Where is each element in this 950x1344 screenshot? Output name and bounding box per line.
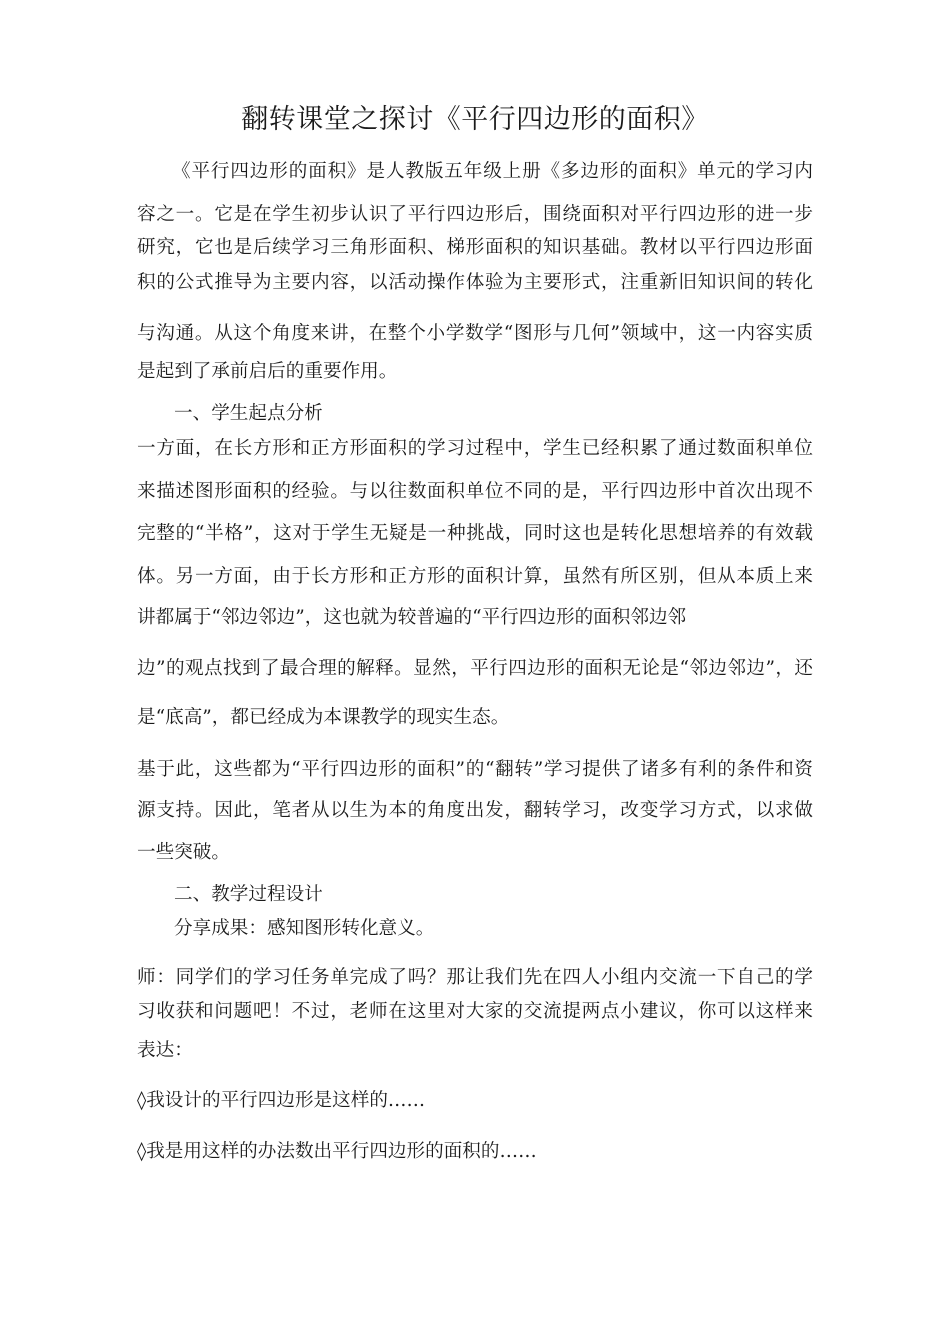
document-title: 翻转课堂之探讨《平行四边形的面积》	[241, 104, 709, 135]
section1-line-4: 体。另一方面，由于长方形和正方形的面积计算，虽然有所区别，但从本质上来	[137, 566, 813, 587]
section-heading-2: 二、教学过程设计	[174, 884, 323, 905]
section1-line-3: 完整的“半格”，这对于学生无疑是一种挑战，同时这也是转化思想培养的有效载	[137, 523, 813, 544]
section2-subheading: 分享成果：感知图形转化意义。	[174, 918, 435, 939]
section1-line-5: 讲都属于“邻边邻边”，这也就为较普遍的“平行四边形的面积邻边邻	[137, 607, 687, 628]
intro-line-5: 与沟通。从这个角度来讲，在整个小学数学“图形与几何”领域中，这一内容实质	[137, 323, 813, 344]
section1-line-7: 是“底高”，都已经成为本课教学的现实生态。	[137, 707, 510, 728]
intro-line-3: 研究，它也是后续学习三角形面积、梯形面积的知识基础。教材以平行四边形面	[137, 237, 813, 258]
section1-line-8: 基于此，这些都为“平行四边形的面积”的“翻转”学习提供了诸多有利的条件和资	[137, 759, 813, 780]
intro-line-1: 《平行四边形的面积》是人教版五年级上册《多边形的面积》单元的学习内	[172, 161, 813, 182]
section1-line-2: 来描述图形面积的经验。与以往数面积单位不同的是，平行四边形中首次出现不	[137, 481, 813, 502]
section1-line-9: 源支持。因此，笔者从以生为本的角度出发，翻转学习，改变学习方式，以求做	[137, 800, 813, 821]
section1-line-6: 边”的观点找到了最合理的解释。显然，平行四边形的面积无论是“邻边邻边”，还	[137, 658, 813, 679]
section2-line-3: 表达：	[137, 1040, 193, 1061]
section-heading-1: 一、学生起点分析	[174, 403, 323, 424]
bullet-item-1: ◊我设计的平行四边形是这样的……	[137, 1090, 426, 1111]
bullet-item-2: ◊我是用这样的办法数出平行四边形的面积的……	[137, 1141, 537, 1162]
section2-line-1: 师：同学们的学习任务单完成了吗？那让我们先在四人小组内交流一下自己的学	[137, 967, 813, 988]
section2-line-2: 习收获和问题吧！不过，老师在这里对大家的交流提两点小建议，你可以这样来	[137, 1001, 813, 1022]
section1-line-10: 一些突破。	[137, 842, 230, 863]
intro-line-2: 容之一。它是在学生初步认识了平行四边形后，围绕面积对平行四边形的进一步	[137, 204, 813, 225]
intro-line-6: 是起到了承前启后的重要作用。	[137, 361, 398, 382]
section1-line-1: 一方面，在长方形和正方形面积的学习过程中，学生已经积累了通过数面积单位	[137, 438, 813, 459]
intro-line-4: 积的公式推导为主要内容，以活动操作体验为主要形式，注重新旧知识间的转化	[137, 272, 813, 293]
